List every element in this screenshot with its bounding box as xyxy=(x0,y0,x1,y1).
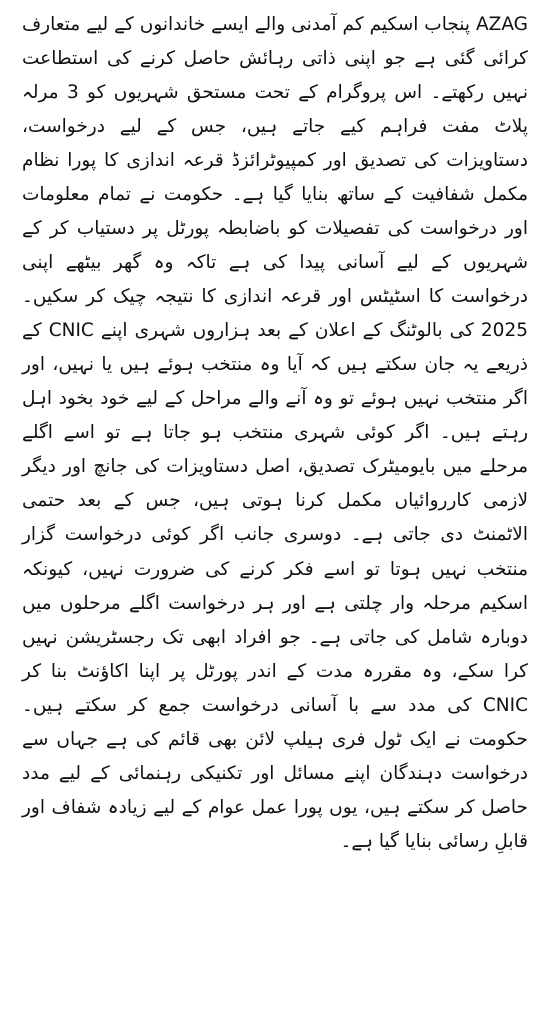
article-paragraph: AZAG پنجاب اسکیم کم آمدنی والے ایسے خاندانوں کے لیے متعارف کرائی گئی ہے جو اپنی ذاتی رہائش حاصل کرنے کی استطاعت نہیں رکھتے۔ اس پروگرام کے تحت مستحق شہریوں کو 3 مرلہ پلاٹ مفت فراہم کیے جاتے ہیں، جس کے لیے درخواست، دستاویزات کی تصدیق اور کمپیوٹرائزڈ قرعہ اندازی کا پورا نظام مکمل شفافیت کے ساتھ بنایا گیا ہے۔ حکومت نے تمام معلومات اور درخواست کی تفصیلات کو باضابطہ پورٹل پر دستیاب کر کے شہریوں کے لیے آسانی پیدا کی ہے تاکہ وہ گھر بیٹھے اپنی درخواست کا اسٹیٹس اور قرعہ اندازی کا نتیجہ چیک کر سکیں۔ 2025 کی بالوٹنگ کے اعلان کے بعد ہزاروں شہری اپنے CNIC کے ذریعے یہ جان سکتے ہیں کہ آیا وہ منتخب ہوئے ہیں یا نہیں، اور اگر منتخب نہیں ہوئے تو وہ آنے والے مراحل کے لیے خود بخود اہل رہتے ہیں۔ اگر کوئی شہری منتخب ہو جاتا ہے تو اسے اگلے مرحلے میں بایومیٹرک تصدیق، اصل دستاویزات کی جانچ اور دیگر لازمی کارروائیاں مکمل کرنا ہوتی ہیں، جس کے بعد حتمی الاٹمنٹ دی جاتی ہے۔ دوسری جانب اگر کوئی درخواست گزار منتخب نہیں ہوتا تو اسے فکر کرنے کی ضرورت نہیں، کیونکہ اسکیم مرحلہ وار چلتی ہے اور ہر درخواست اگلے مرحلوں میں دوبارہ شامل کی جاتی ہے۔ جو افراد ابھی تک رجسٹریشن نہیں کرا سکے، وہ مقررہ مدت کے اندر پورٹل پر اپنا اکاؤنٹ بنا کر CNIC کی مدد سے با آسانی درخواست جمع کر سکتے ہیں۔ حکومت نے ایک ٹول فری ہیلپ لائن بھی قائم کی ہے جہاں سے درخواست دہندگان اپنے مسائل اور تکنیکی رہنمائی کے لیے مدد حاصل کر سکتے ہیں، یوں پورا عمل عوام کے لیے زیادہ شفاف اور قابلِ رسائی بنایا گیا ہے۔ xyxy=(22,14,528,852)
